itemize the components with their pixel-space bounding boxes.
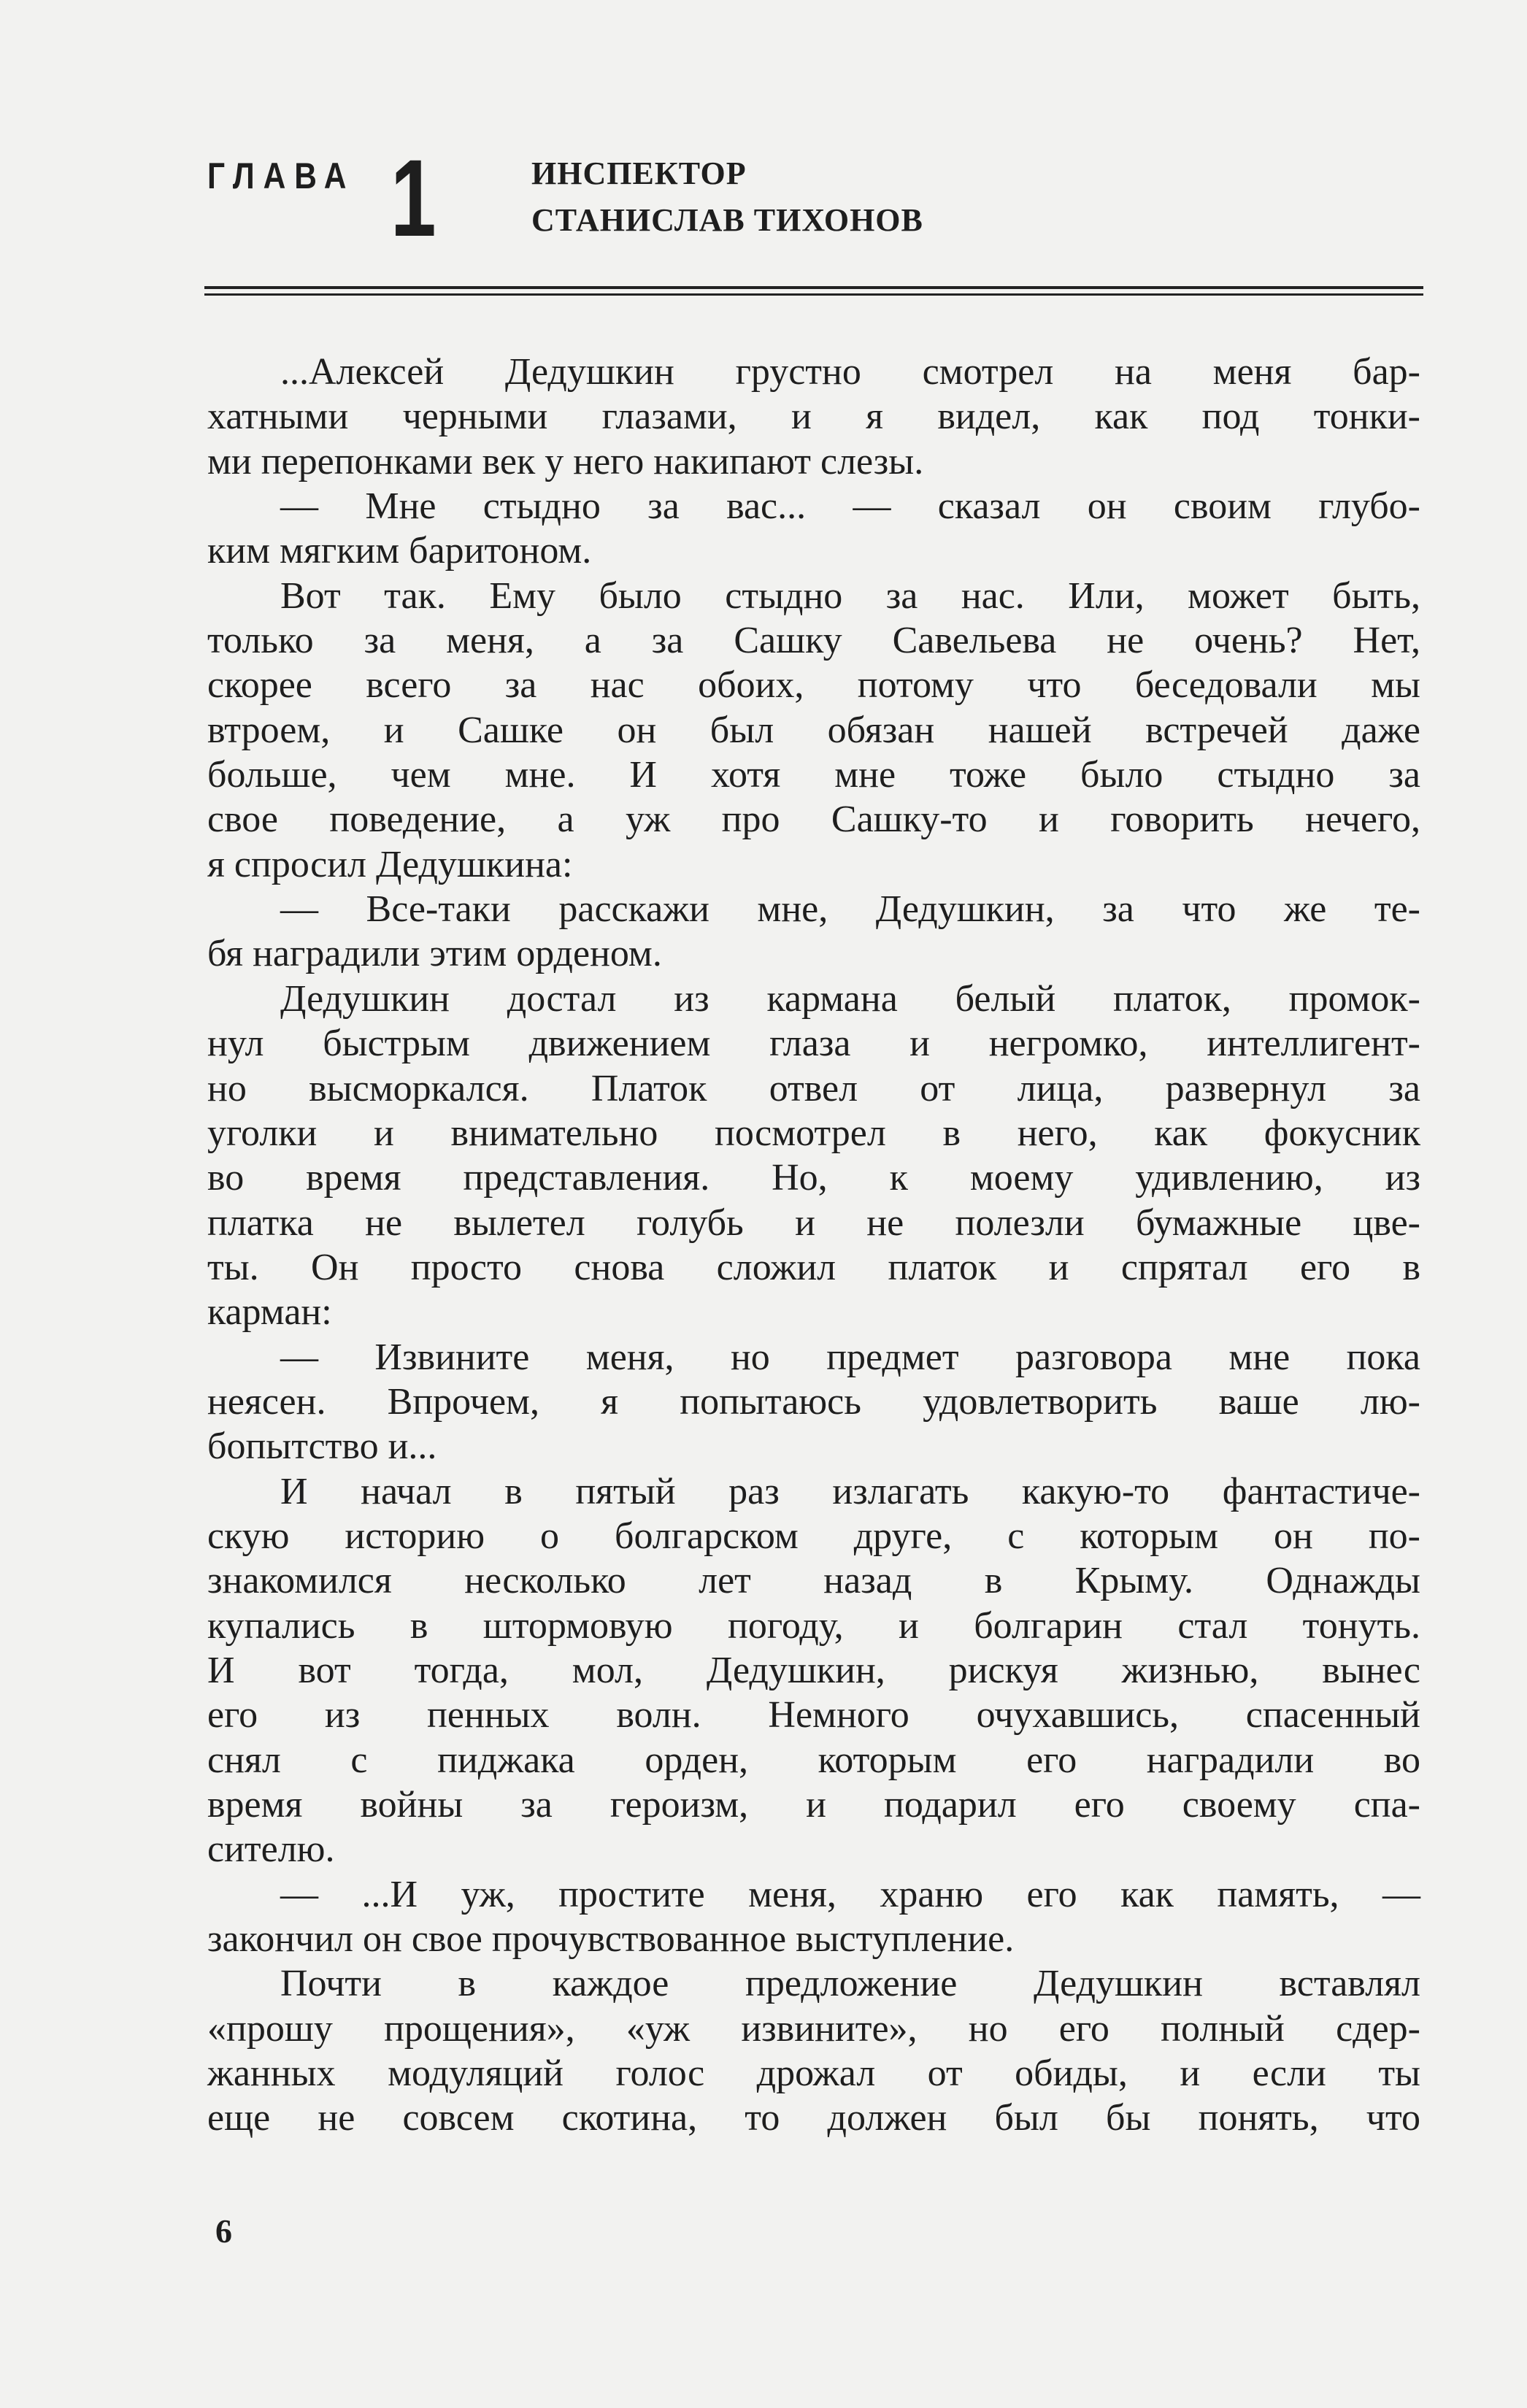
- text-line: хатными черными глазами, и я видел, как под тонки-: [207, 396, 1420, 438]
- chapter-title-line-1: ИНСПЕКТОР: [531, 155, 747, 191]
- text-line: только за меня, а за Сашку Савельева не очень? Нет,: [207, 620, 1420, 662]
- text-line: — Все-таки расскажи мне, Дедушкин, за что же те-: [280, 888, 1420, 931]
- text-line: скую историю о болгарском друге, с которым он по-: [207, 1515, 1420, 1557]
- text-line: — Мне стыдно за вас... — сказал он своим глубо-: [280, 485, 1420, 528]
- chapter-number: 1: [391, 136, 436, 259]
- text-line: еще не совсем скотина, то должен был бы понять, что: [207, 2097, 1420, 2139]
- text-line: втроем, и Сашке он был обязан нашей встречей даже: [207, 709, 1420, 751]
- text-line: снял с пиджака орден, которым его наградили во: [207, 1739, 1420, 1781]
- text-line: уголки и внимательно посмотрел в него, как фокусник: [207, 1112, 1420, 1154]
- text-line: жанных модуляций голос дрожал от обиды, и если ты: [207, 2053, 1420, 2095]
- text-line: карман:: [207, 1291, 332, 1334]
- chapter-title-line-2: СТАНИСЛАВ ТИХОНОВ: [531, 202, 923, 238]
- text-line: ты. Он просто снова сложил платок и спрятал его в: [207, 1246, 1420, 1288]
- text-line: И начал в пятый раз излагать какую-то фантастиче-: [280, 1470, 1420, 1512]
- text-line: закончил он свое прочувствованное выступление.: [207, 1918, 1015, 1961]
- text-line: платка не вылетел голубь и не полезли бумажные цве-: [207, 1201, 1420, 1244]
- header-rule-bottom: [204, 293, 1423, 296]
- text-line: время войны за героизм, и подарил его своему спа-: [207, 1784, 1420, 1826]
- text-line: скорее всего за нас обоих, потому что беседовали мы: [207, 664, 1420, 707]
- text-line: купались в штормовую погоду, и болгарин стал тонуть.: [207, 1604, 1420, 1647]
- text-line: И вот тогда, мол, Дедушкин, рискуя жизнью, вынес: [207, 1649, 1420, 1691]
- text-line: «прошу прощения», «уж извините», но его полный сдер-: [207, 2007, 1420, 2050]
- text-line: ...Алексей Дедушкин грустно смотрел на меня бар-: [280, 351, 1420, 393]
- page-number: 6: [215, 2212, 232, 2250]
- header-rule-top: [204, 286, 1423, 289]
- text-line: во время представления. Но, к моему удивлению, из: [207, 1157, 1420, 1199]
- chapter-label: ГЛАВА: [207, 155, 355, 196]
- text-line: я спросил Дедушкина:: [207, 843, 573, 885]
- text-line: сителю.: [207, 1828, 335, 1871]
- body-text: [207, 350, 1420, 2142]
- text-line: Дедушкин достал из кармана белый платок, промок-: [280, 977, 1420, 1020]
- text-line: ким мягким баритоном.: [207, 530, 592, 572]
- text-line: Вот так. Ему было стыдно за нас. Или, может быть,: [280, 574, 1420, 617]
- text-line: знакомился несколько лет назад в Крыму. Однажды: [207, 1560, 1420, 1602]
- text-line: больше, чем мне. И хотя мне тоже было стыдно за: [207, 754, 1420, 796]
- text-line: ми перепонками век у него накипают слезы.: [207, 440, 924, 482]
- text-line: свое поведение, а уж про Сашку-то и говорить нечего,: [207, 799, 1420, 841]
- text-line: — Извините меня, но предмет разговора мне пока: [280, 1336, 1420, 1378]
- text-line: неясен. Впрочем, я попытаюсь удовлетворить ваше лю-: [207, 1380, 1420, 1423]
- text-line: бопытство и...: [207, 1426, 437, 1468]
- text-line: но высморкался. Платок отвел от лица, развернул за: [207, 1067, 1420, 1109]
- text-line: — ...И уж, простите меня, храню его как память, —: [280, 1873, 1420, 1915]
- text-line: Почти в каждое предложение Дедушкин вставлял: [280, 1963, 1420, 2005]
- text-line: его из пенных волн. Немного очухавшись, спасенный: [207, 1694, 1420, 1736]
- text-line: бя наградили этим орденом.: [207, 933, 662, 975]
- text-line: нул быстрым движением глаза и негромко, интеллигент-: [207, 1023, 1420, 1065]
